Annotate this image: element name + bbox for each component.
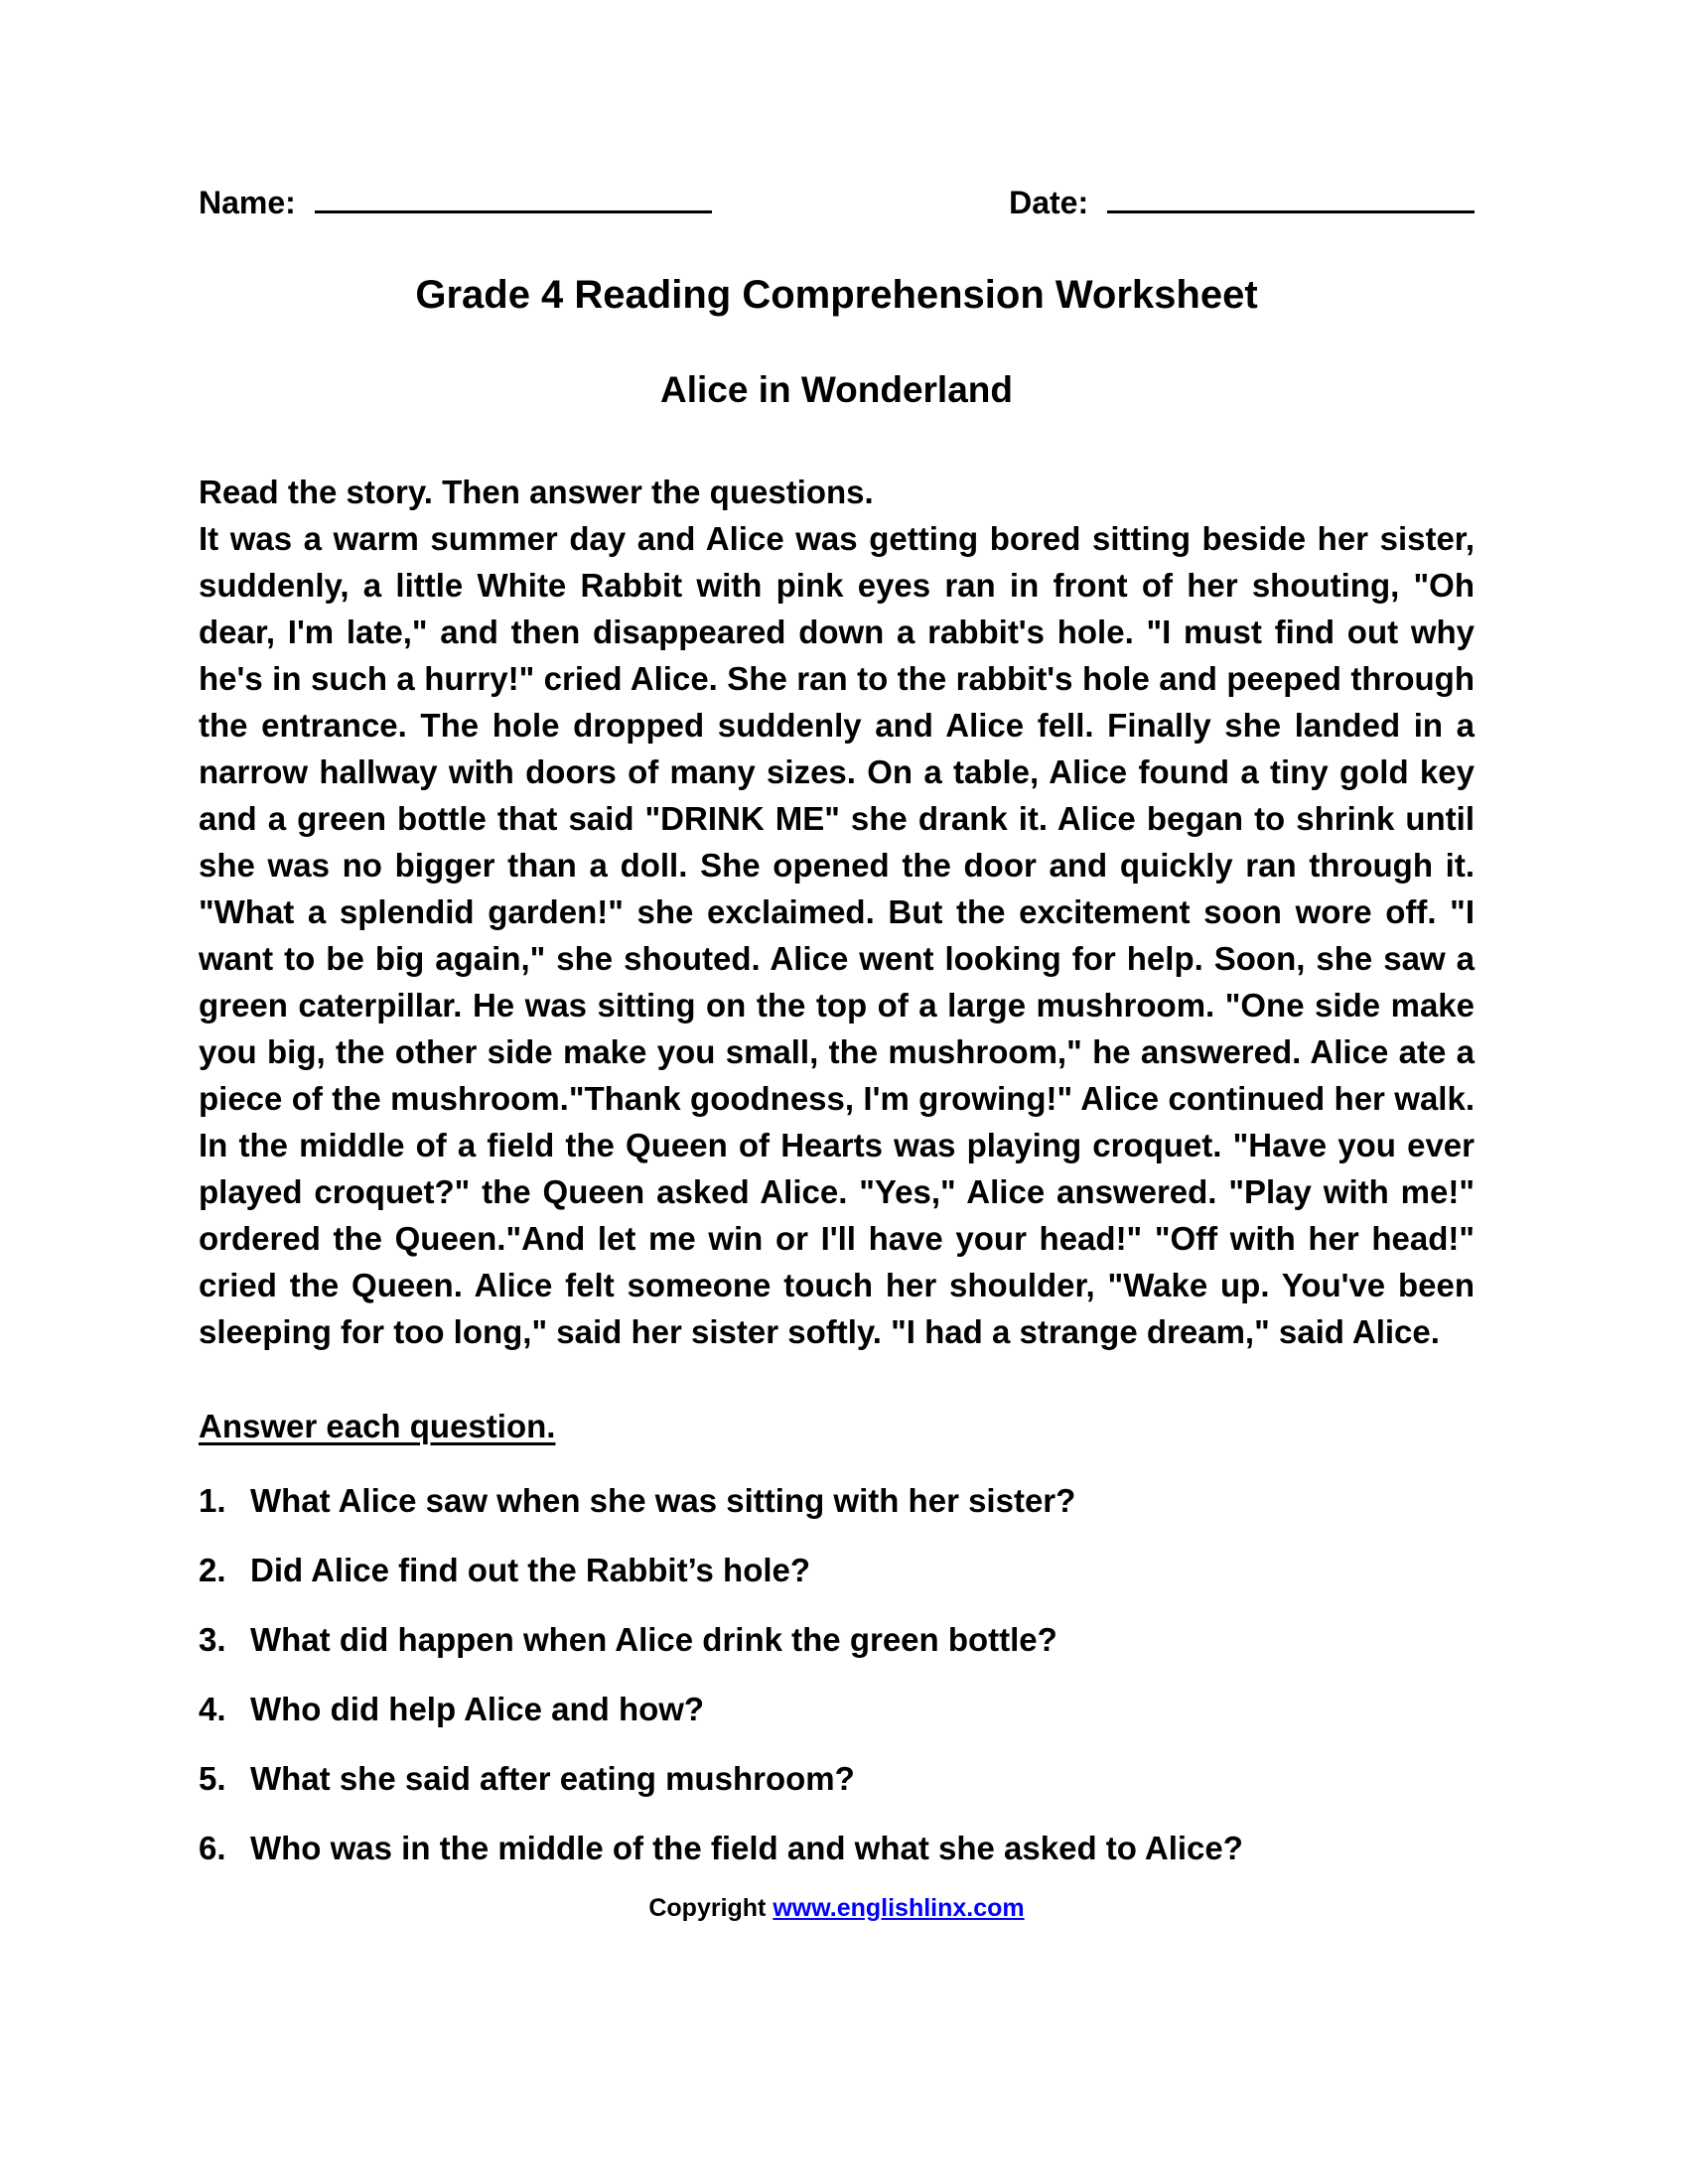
question-text: Who did help Alice and how?	[250, 1691, 705, 1727]
question-number: 2.	[199, 1552, 226, 1588]
copyright-label: Copyright	[648, 1894, 767, 1922]
question-item	[199, 1825, 1475, 1871]
question-item	[199, 1547, 1475, 1593]
question-text: Who was in the middle of the field and what she asked to Alice?	[250, 1830, 1243, 1866]
question-item	[199, 1686, 1475, 1732]
story-title: Alice in Wonderland	[660, 369, 1013, 410]
name-field	[199, 184, 712, 221]
questions-heading: Answer each question.	[199, 1408, 556, 1444]
question-number: 5.	[199, 1760, 226, 1797]
question-item	[199, 1477, 1475, 1524]
question-number: 6.	[199, 1830, 226, 1866]
question-item	[199, 1616, 1475, 1663]
name-label: Name:	[199, 185, 296, 220]
question-number: 4.	[199, 1691, 226, 1727]
name-blank-line[interactable]	[315, 184, 712, 213]
instructions-line: Read the story. Then answer the questions.	[199, 474, 874, 510]
worksheet-title: Grade 4 Reading Comprehension Worksheet	[415, 273, 1258, 317]
question-text: What she said after eating mushroom?	[250, 1760, 855, 1797]
date-blank-line[interactable]	[1107, 184, 1475, 213]
question-item	[199, 1755, 1475, 1802]
question-text: Did Alice find out the Rabbit’s hole?	[250, 1552, 811, 1588]
question-number: 3.	[199, 1621, 226, 1658]
header-row	[199, 184, 1475, 221]
question-number: 1.	[199, 1482, 226, 1519]
story-text: It was a warm summer day and Alice was getting bored sitting beside her sister, suddenly, a little White Rabbit with pink eyes ran in front of her shouting, "Oh dear, I'm late," and then disappeared down a rabbit's hole. "I must find out why he's in such a hurry!" cried Alice. She ran to the rabbit's hole and peeped through the entrance. The hole dropped suddenly and Alice fell. Finally she landed in a narrow hallway with doors of many sizes. On a table, Alice found a tiny gold key and a green bottle that said "DRINK ME" she drank it. Alice began to shrink until she was no bigger than a doll. She opened the door and quickly ran through it. "What a splendid garden!" she exclaimed. But the excitement soon wore off. "I want to be big again," she shouted. Alice went looking for help. Soon, she saw a green caterpillar. He was sitting on the top of a large mushroom. "One side make you big, the other side make you small, the mushroom," he answered. Alice ate a piece of the mushroom."Thank goodness, I'm growing!" Alice continued her walk. In the middle of a field the Queen of Hearts was playing croquet. "Have you ever played croquet?" the Queen asked Alice. "Yes," Alice answered. "Play with me!" ordered the Queen."And let me win or I'll have your head!" "Off with her head!" cried the Queen. Alice felt someone touch her shoulder, "Wake up. You've been sleeping for too long," said her sister softly. "I had a strange dream," said Alice.	[199, 520, 1475, 1350]
date-field	[1009, 184, 1475, 221]
question-text: What did happen when Alice drink the green bottle?	[250, 1621, 1057, 1658]
date-label: Date:	[1009, 185, 1089, 220]
englishlinx-link[interactable]: www.englishlinx.com	[773, 1894, 1025, 1922]
footer	[199, 1894, 1475, 1923]
question-text: What Alice saw when she was sitting with her sister?	[250, 1482, 1076, 1519]
questions-list	[199, 1477, 1475, 1871]
